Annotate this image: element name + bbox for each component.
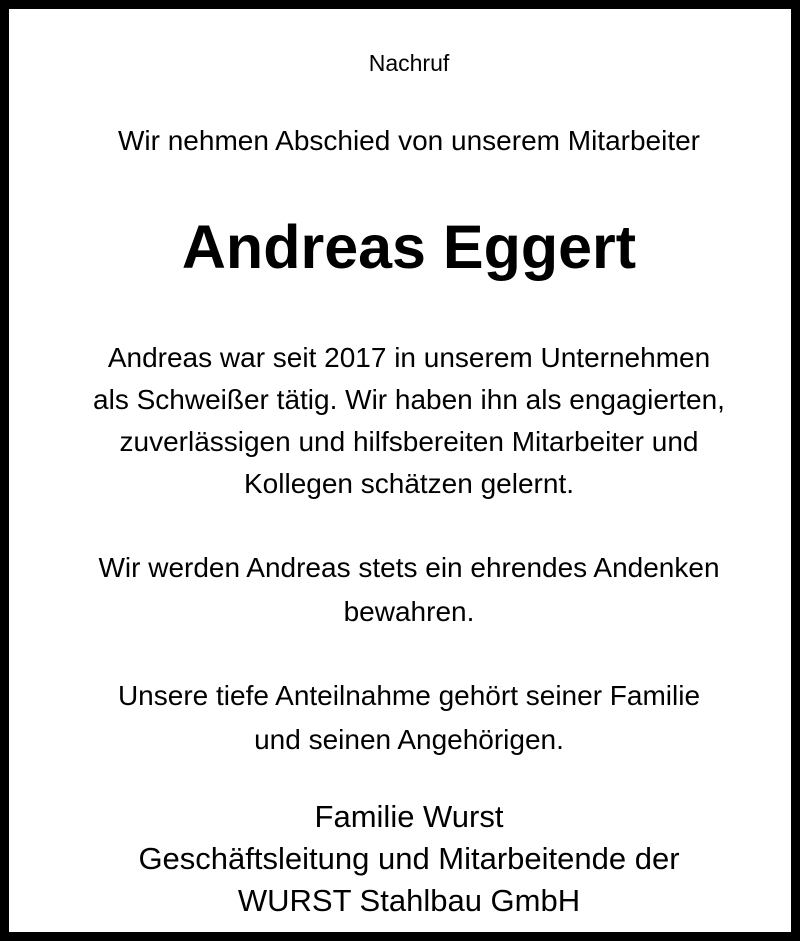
signature-line-2: Geschäftsleitung und Mitarbeitende der — [138, 841, 680, 876]
tribute-line-3: zuverlässigen und hilfsbereiten Mitarbeiter und — [119, 426, 699, 457]
intro-line: Wir nehmen Abschied von unserem Mitarbeiter — [117, 125, 701, 156]
notice-heading: Nachruf — [368, 50, 450, 76]
remembrance-line-1: Wir werden Andreas stets ein ehrendes Andenken — [98, 552, 720, 583]
signature-line-3: WURST Stahlbau GmbH — [237, 883, 581, 918]
condolence-paragraph — [9, 674, 800, 762]
deceased-name: Andreas Eggert — [181, 213, 637, 281]
condolence-line-2: und seinen Angehörigen. — [254, 724, 564, 755]
remembrance-line-2: bewahren. — [343, 596, 475, 627]
remembrance-paragraph — [9, 546, 800, 634]
tribute-line-4: Kollegen schätzen gelernt. — [244, 468, 574, 499]
condolence-line-1: Unsere tiefe Anteilnahme gehört seiner Familie — [117, 680, 701, 711]
tribute-line-1: Andreas war seit 2017 in unserem Unternehmen — [107, 342, 711, 373]
tribute-paragraph — [9, 337, 800, 505]
tribute-line-2: als Schweißer tätig. Wir haben ihn als engagierten, — [93, 384, 725, 415]
signature-block — [9, 796, 800, 922]
signature-line-1: Familie Wurst — [314, 799, 504, 834]
